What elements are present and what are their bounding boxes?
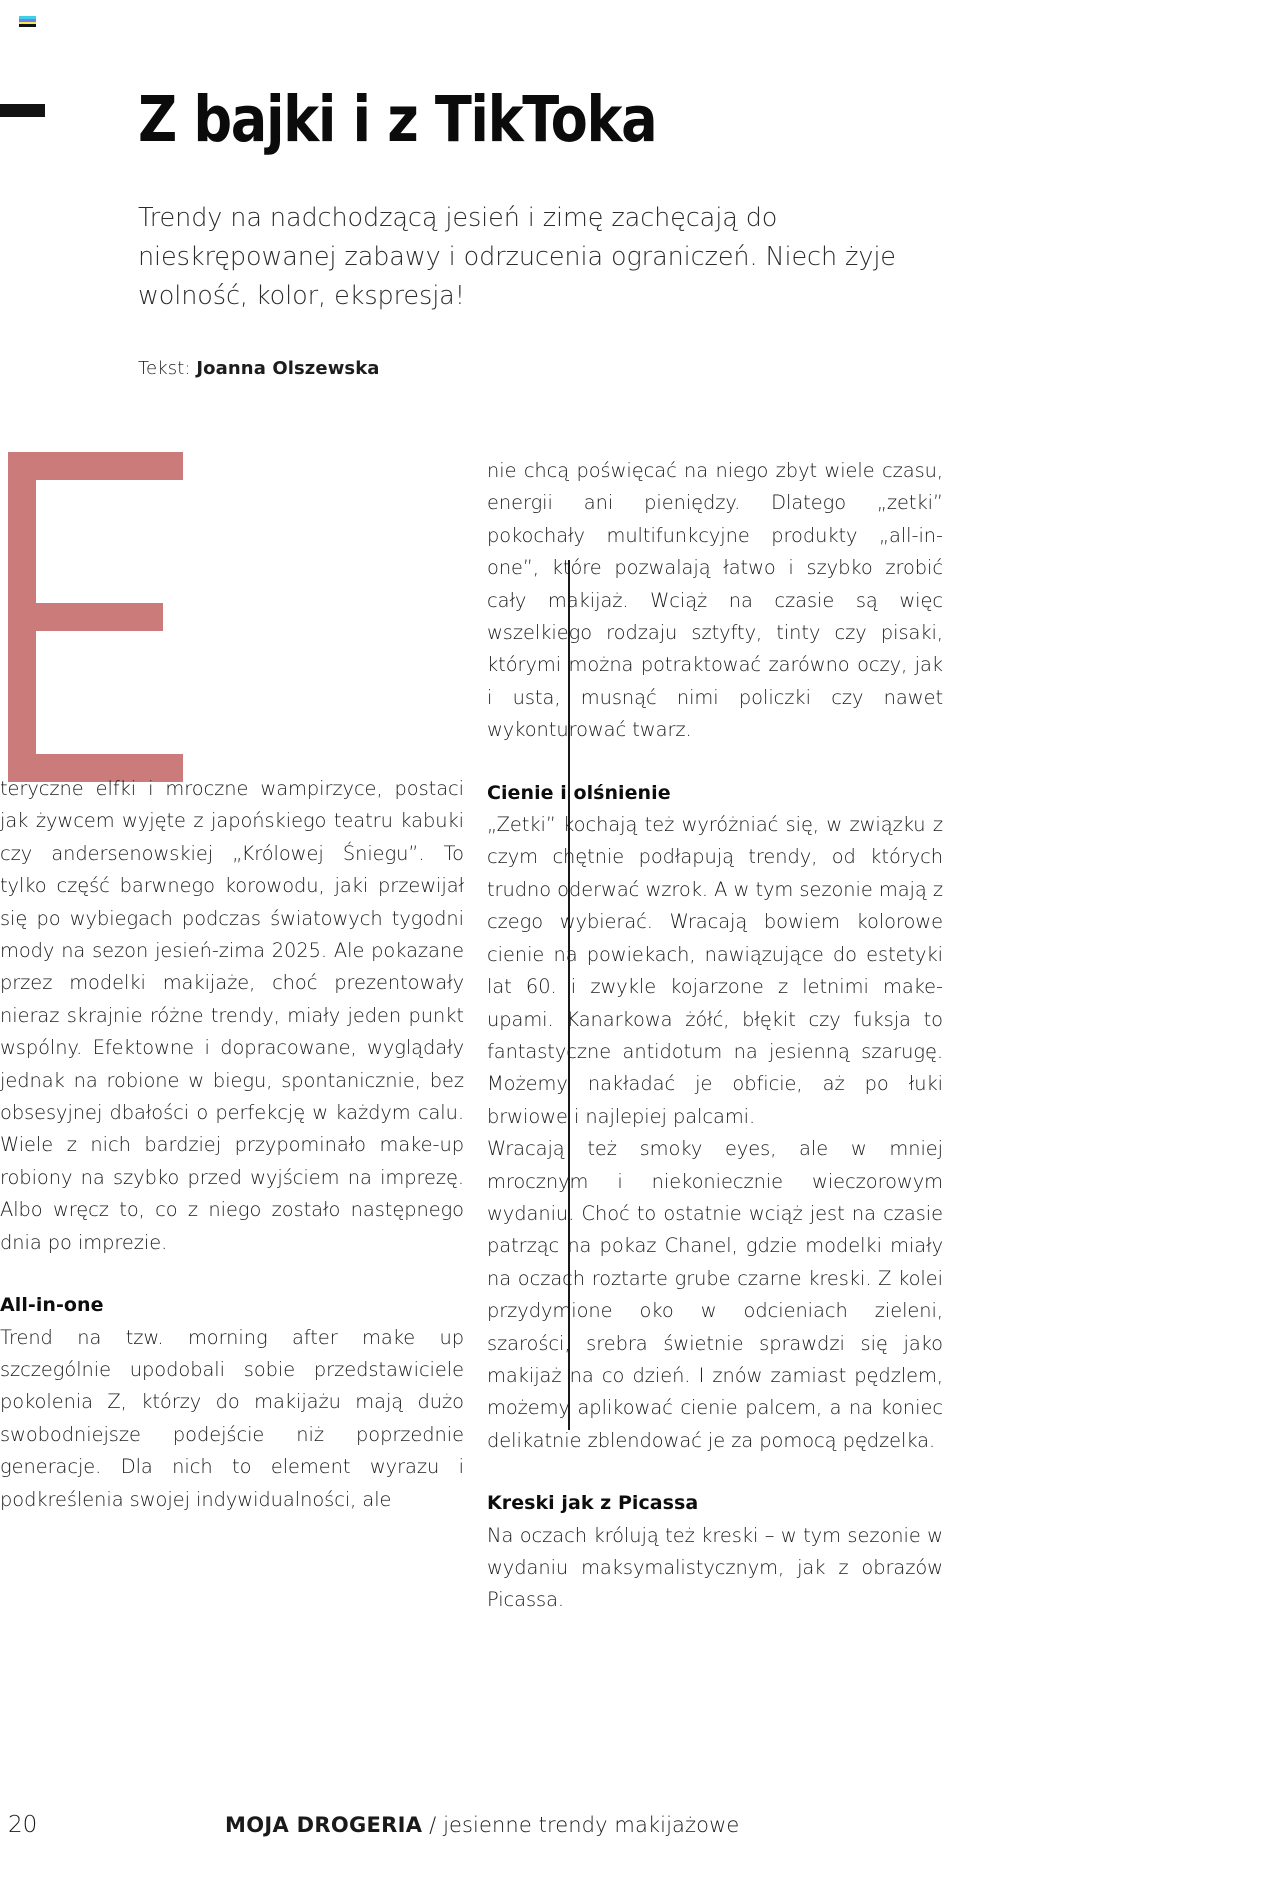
subheading-all-in-one: All-in-one	[0, 1294, 104, 1317]
registration-black-swatch	[19, 24, 36, 27]
footer-separator: /	[429, 1813, 437, 1837]
body-column-left	[0, 455, 464, 1516]
paragraph: nie chcą poświęcać na niego zbyt wiele czasu, energii ani pieniędzy. Dlatego „zetki” pokochały multifunkcyjne produkty „all-in-one”, które pozwalają łatwo i szybko zrobić cały makijaż. Wciąż na czasie są więc wszelkiego rodzaju sztyfty, tinty czy pisaki, którymi można potraktować zarówno oczy, jak i usta, musnąć nimi policzki czy nawet wykonturować twarz.	[487, 459, 943, 742]
article-header	[138, 83, 968, 379]
subheading-cienie-i-olsnienie: Cienie i olśnienie	[487, 781, 671, 804]
page-footer	[0, 1780, 1060, 1900]
paragraph: „Zetki” kochają też wyróżniać się, w związku z czym chętnie podłapują trendy, od których trudno oderwać wzrok. A w tym sezonie mają z czego wybierać. Wracają bowiem kolorowe cienie na powiekach, nawiązujące do estetyki lat 60. i zwykle kojarzone z letnimi make-upami. Kanarkowa żółć, błękit czy fuksja to fantastyczne antidotum na jesienną szarugę. Możemy nakładać je obficie, aż po łuki brwiowe i najlepiej palcami.	[487, 813, 943, 1128]
body-column-right	[487, 455, 943, 1617]
paragraph: Trend na tzw. morning after make up szczególnie upodobali sobie przedstawiciele pokolenia Z, którzy do makijażu mają dużo swobodniejsze podejście niż poprzednie generacje. Dla nich to element wyrazu i podkreślenia swojej indywidualności, ale	[0, 1325, 464, 1511]
paragraph: Wracają też smoky eyes, ale w mniej mrocznym i niekoniecznie wieczorowym wydaniu. Choć to ostatnie wciąż jest na czasie patrząc na pokaz Chanel, gdzie modelki miały na oczach roztarte grube czarne kreski. Z kolei przydymione oko w odcieniach zieleni, szarości, srebra świetnie sprawdzi się jako makijaż na co dzień. I znów zamiast pędzlem, możemy aplikować cienie palcem, a na koniec delikatnie zblendować je za pomocą pędzelka.	[487, 1137, 943, 1452]
page-number: 20	[8, 1812, 38, 1838]
byline-label: Tekst:	[138, 358, 191, 379]
page-title: Z bajki i z TikToka	[138, 83, 657, 156]
paragraph: teryczne elfki i mroczne wampirzyce, postaci jak żywcem wyjęte z japońskiego teatru kabuki czy andersenowskiej „Królowej Śniegu”. To tylko część barwnego korowodu, jaki przewijał się po wybiegach podczas światowych tygodni mody na sezon jesień-zima 2025. Ale pokazane przez modelki makijaże, choć prezentowały nieraz skrajnie różne trendy, miały jeden punkt wspólny. Efektowne i dopracowane, wyglądały jednak na robione w biegu, spontanicznie, bez obsesyjnej dbałości o perfekcję w każdym calu. Wiele z nich bardziej przypominało make-up robiony na szybko przed wyjściem na imprezę. Albo wręcz to, co z niego zostało następnego dnia po imprezie.	[0, 777, 464, 1254]
footer-section-name: jesienne trendy makijażowe	[443, 1813, 740, 1837]
footer-magazine-name: MOJA DROGERIA	[225, 1813, 423, 1837]
dropcap-spacer	[0, 455, 464, 773]
trim-mark-bar	[0, 104, 45, 117]
article-deck: Trendy na nadchodzącą jesień i zimę zachęcają do nieskrępowanej zabawy i odrzucenia ograniczeń. Niech żyje wolność, kolor, ekspresja!	[138, 203, 896, 311]
footer-running-head	[225, 1813, 739, 1837]
byline	[138, 358, 968, 379]
paragraph: Na oczach królują też kreski – w tym sezonie w wydaniu maksymalistycznym, jak z obrazów Picassa.	[487, 1523, 943, 1612]
cmyk-registration-marks	[19, 16, 36, 27]
byline-author: Joanna Olszewska	[196, 358, 380, 379]
subheading-kreski-jak-z-picassa: Kreski jak z Picassa	[487, 1492, 699, 1515]
